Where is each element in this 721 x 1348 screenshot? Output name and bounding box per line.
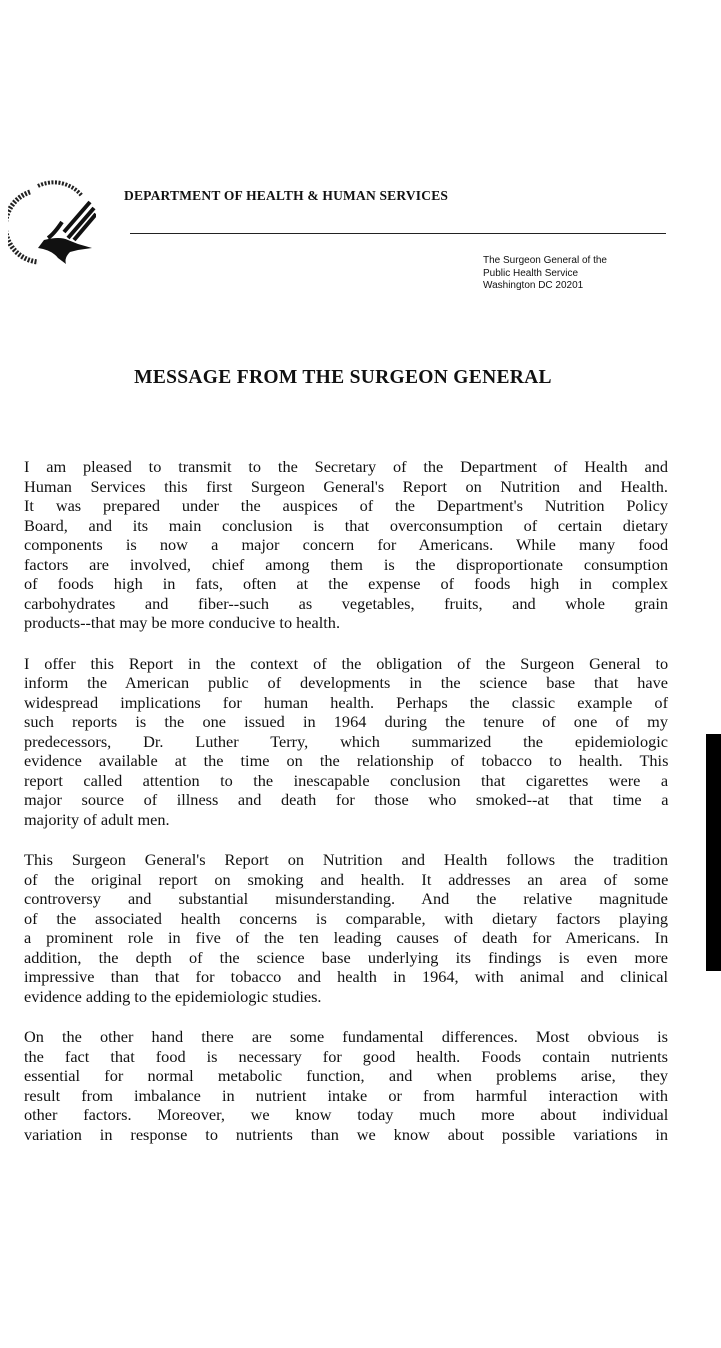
text-line: I offer this Report in the context of the obligation of the Surgeon General to: [24, 653, 669, 673]
text-line: inform the American public of developments in the science base that have: [24, 673, 668, 692]
address-line: The Surgeon General of the: [483, 255, 607, 266]
text-line: majority of adult men.: [24, 809, 170, 829]
text-line: impressive than that for tobacco and health in 1964, with animal and clinical: [24, 967, 668, 986]
text-line: On the other hand there are some fundamental differences. Most obvious is: [24, 1027, 668, 1046]
text-line: predecessors, Dr. Luther Terry, which summarized the epidemiologic: [24, 731, 668, 751]
text-line: widespread implications for human health. Perhaps the classic example of: [24, 692, 668, 712]
body-paragraph: [24, 654, 668, 830]
office-address: [483, 255, 607, 293]
text-line: the fact that food is necessary for good health. Foods contain nutrients: [24, 1046, 668, 1066]
text-line: report called attention to the inescapable conclusion that cigarettes were a: [24, 770, 669, 790]
text-line: products--that may be more conducive to health.: [24, 613, 341, 632]
text-line: of foods high in fats, often at the expense of foods high in complex: [24, 574, 668, 593]
text-line: such reports is the one issued in 1964 during the tenure of one of my: [24, 712, 668, 731]
body-paragraph: [24, 457, 668, 633]
text-line: evidence available at the time on the relationship of tobacco to health. This: [24, 751, 669, 770]
text-line: essential for normal metabolic function, and when problems arise, they: [24, 1066, 668, 1085]
text-line: This Surgeon General's Report on Nutrition and Health follows the tradition: [24, 850, 668, 869]
text-line: other factors. Moreover, we know today much more about individual: [24, 1105, 669, 1124]
text-line: a prominent role in five of the ten leading causes of death for Americans. In: [24, 928, 669, 947]
body-paragraph: [24, 1027, 668, 1144]
text-line: addition, the depth of the science base underlying its findings is even more: [24, 947, 668, 967]
text-line: components is now a major concern for Americans. While many food: [24, 535, 669, 554]
letter-body: [24, 457, 668, 1165]
text-line: controversy and substantial misunderstanding. And the relative magnitude: [24, 889, 668, 908]
scan-margin-bar: [706, 734, 721, 971]
text-line: carbohydrates and fiber--such as vegetables, fruits, and whole grain: [24, 593, 669, 613]
letterhead-rule: [130, 233, 666, 234]
text-line: result from imbalance in nutrient intake or from harmful interaction with: [24, 1085, 668, 1105]
text-line: Human Services this first Surgeon General's Report on Nutrition and Health.: [24, 476, 668, 496]
body-paragraph: [24, 850, 668, 1006]
text-line: I am pleased to transmit to the Secretary of the Department of Health and: [24, 457, 668, 476]
text-line: major source of illness and death for those who smoked--at that time a: [24, 790, 669, 809]
department-name: DEPARTMENT OF HEALTH & HUMAN SERVICES: [124, 188, 449, 203]
text-line: evidence adding to the epidemiologic studies.: [24, 986, 322, 1006]
address-line: Public Health Service: [483, 267, 579, 279]
text-line: of the original report on smoking and health. It addresses an area of some: [24, 869, 669, 889]
text-line: of the associated health concerns is comparable, with dietary factors playing: [24, 908, 668, 928]
text-line: Board, and its main conclusion is that overconsumption of certain dietary: [24, 515, 668, 535]
hhs-seal-icon: [8, 178, 96, 266]
text-line: variation in response to nutrients than we know about possible variations in: [24, 1124, 668, 1144]
address-line: Washington DC 20201: [483, 280, 584, 291]
text-line: factors are involved, chief among them is the disproportionate consumption: [24, 554, 668, 574]
text-line: It was prepared under the auspices of the Department's Nutrition Policy: [24, 496, 668, 515]
page-title: MESSAGE FROM THE SURGEON GENERAL: [134, 367, 552, 388]
